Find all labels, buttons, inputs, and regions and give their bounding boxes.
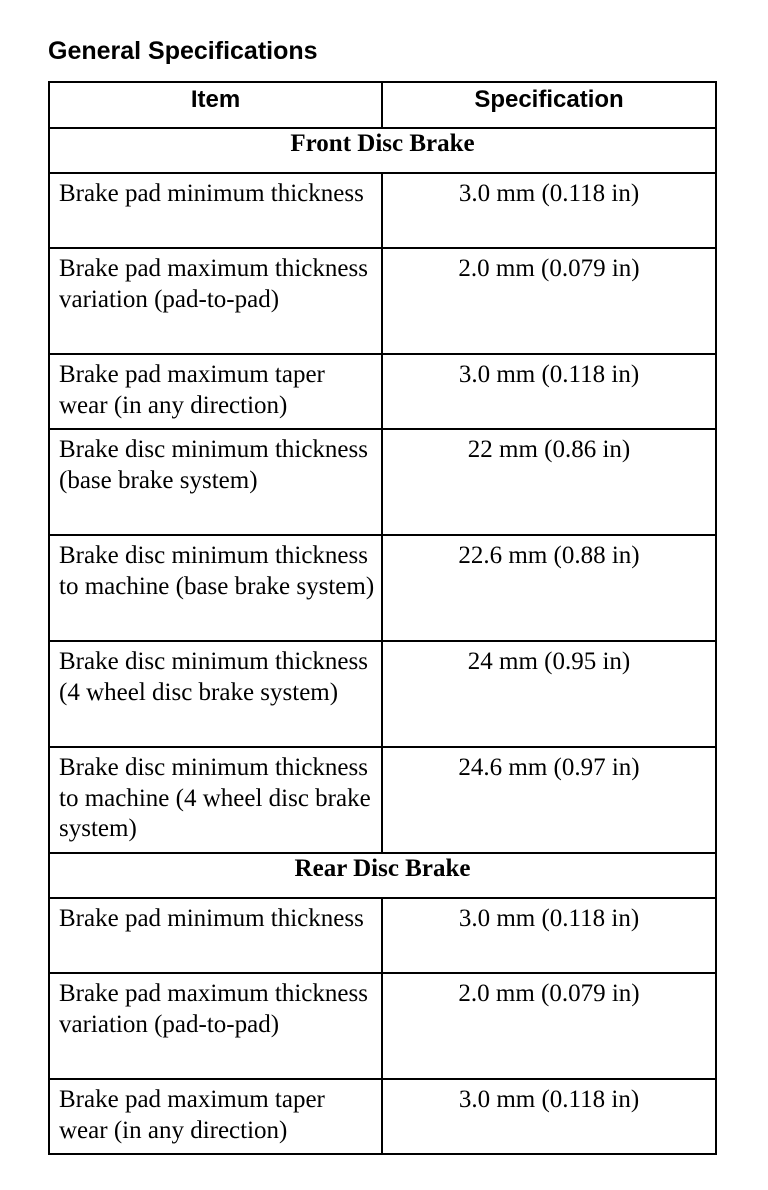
table-row — [49, 747, 716, 853]
specification-cell: 22 mm (0.86 in) — [382, 429, 716, 535]
item-cell: Brake disc minimum thickness (base brake system) — [49, 429, 382, 535]
specification-cell: 24 mm (0.95 in) — [382, 641, 716, 747]
specification-cell: 2.0 mm (0.079 in) — [382, 973, 716, 1079]
table-row — [49, 354, 716, 429]
specification-cell: 3.0 mm (0.118 in) — [382, 898, 716, 973]
section-title: Rear Disc Brake — [49, 853, 716, 898]
table-row — [49, 248, 716, 354]
section-row-front-disc-brake — [49, 128, 716, 173]
item-cell: Brake pad maximum taper wear (in any direction) — [49, 1079, 382, 1154]
specification-cell: 22.6 mm (0.88 in) — [382, 535, 716, 641]
table-row — [49, 173, 716, 248]
table-header-row — [49, 82, 716, 128]
item-cell: Brake pad maximum taper wear (in any direction) — [49, 354, 382, 429]
table-row — [49, 641, 716, 747]
specification-cell: 3.0 mm (0.118 in) — [382, 354, 716, 429]
specification-cell: 2.0 mm (0.079 in) — [382, 248, 716, 354]
column-header-specification: Specification — [382, 82, 716, 128]
item-cell: Brake disc minimum thickness to machine (base brake system) — [49, 535, 382, 641]
item-cell: Brake disc minimum thickness (4 wheel disc brake system) — [49, 641, 382, 747]
specification-cell: 24.6 mm (0.97 in) — [382, 747, 716, 853]
table-row — [49, 535, 716, 641]
page-title: General Specifications — [48, 37, 318, 65]
specification-cell: 3.0 mm (0.118 in) — [382, 173, 716, 248]
item-cell: Brake pad maximum thickness variation (pad-to-pad) — [49, 973, 382, 1079]
table-row — [49, 429, 716, 535]
item-cell: Brake disc minimum thickness to machine (4 wheel disc brake system) — [49, 747, 382, 853]
item-cell: Brake pad minimum thickness — [49, 898, 382, 973]
item-cell: Brake pad maximum thickness variation (pad-to-pad) — [49, 248, 382, 354]
column-header-item: Item — [49, 82, 382, 128]
table-row — [49, 898, 716, 973]
table-row — [49, 1079, 716, 1154]
item-cell: Brake pad minimum thickness — [49, 173, 382, 248]
specification-cell: 3.0 mm (0.118 in) — [382, 1079, 716, 1154]
section-title: Front Disc Brake — [49, 128, 716, 173]
specifications-table — [48, 81, 717, 1155]
section-row-rear-disc-brake — [49, 853, 716, 898]
table-row — [49, 973, 716, 1079]
